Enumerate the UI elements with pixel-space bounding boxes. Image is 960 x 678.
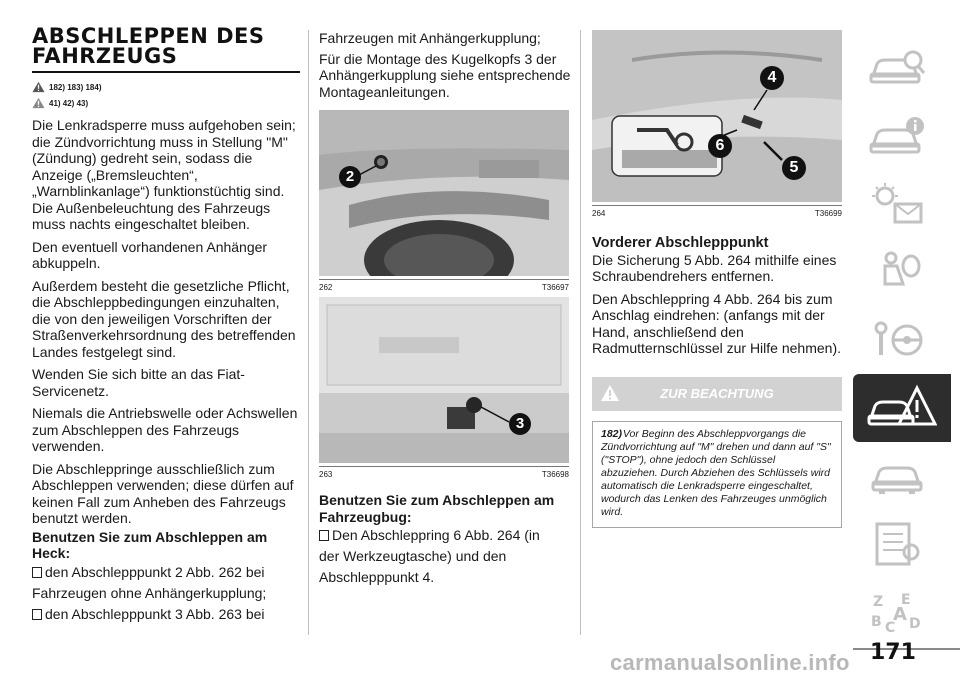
warning-refs-row <box>32 79 300 95</box>
figure-264-image <box>592 30 842 202</box>
figure-number: 264 <box>592 209 606 218</box>
list-item-continued: Fahrzeugen ohne Anhängerkupplung; <box>32 584 267 601</box>
paragraph-trailer: Den eventuell vorhandenen Anhänger abkuppeln. <box>32 238 268 271</box>
paragraph-service: Wenden Sie sich bitte an das Fiat-Servicenetz. <box>32 366 245 399</box>
figure-262-caption <box>319 279 569 295</box>
warning-lights-icon <box>867 182 927 226</box>
list-item-continued: der Werkzeugtasche) und den <box>319 548 507 564</box>
heading-front-tow-point: Vorderer Abschlepppunkt <box>592 235 769 251</box>
middle-column <box>319 30 571 588</box>
sidebar-item-lights[interactable] <box>853 170 941 238</box>
page-title <box>32 26 300 66</box>
figure-number: 262 <box>319 283 333 292</box>
left-column <box>32 26 300 625</box>
alphabet-index-icon <box>867 590 927 634</box>
car-search-icon <box>867 46 927 90</box>
heading-front-towing: Benutzen Sie zum Abschleppen am Fahrzeugbug: <box>319 492 555 525</box>
svg-text:C: C <box>885 620 896 634</box>
sidebar-item-technical-data[interactable] <box>853 510 941 578</box>
figure-264 <box>592 30 842 221</box>
page-number: 171 <box>870 640 916 665</box>
warning-number: 182) <box>601 427 623 440</box>
paragraph-legal: Außerdem besteht die gesetzliche Pflicht, die Abschleppbedingungen einzuhalten, die von den jeweiligen Vorschriften der Straßenverkehrsordnung des betreffenden Landes festgelegt sind. <box>32 277 296 360</box>
figure-code: T36699 <box>814 209 842 218</box>
paragraph-drive-shaft: Niemals die Antriebswelle oder Achswellen zum Abschleppen des Fahrzeugs verwenden. <box>32 405 298 454</box>
callout-5: 5 <box>782 156 806 180</box>
figure-262-image <box>319 110 569 276</box>
warning-triangle-icon <box>600 384 620 402</box>
sidebar-item-index[interactable] <box>853 578 941 646</box>
checkbox-bullet-icon <box>319 530 329 541</box>
list-item: den Abschlepppunkt 3 Abb. 263 bei <box>32 604 300 625</box>
warning-box-header <box>592 377 842 411</box>
callout-2: 2 <box>339 166 361 188</box>
list-item-continued: Abschlepppunkt 4. <box>319 569 435 585</box>
list-item: Den Abschleppring 6 Abb. 264 (in <box>319 525 571 546</box>
right-column <box>592 30 842 528</box>
steering-key-icon <box>867 318 927 362</box>
sidebar-item-driving[interactable] <box>853 306 941 374</box>
note-refs: 41) 42) 43) <box>49 98 89 108</box>
column-divider <box>580 30 581 635</box>
warning-text: 182) Vor Beginn des Abschleppvorgangs die Zündvorrichtung auf "M" drehen und dann auf "S" ("STOP"), ohne jedoch den Schlüssel abzuziehen. Durch Abziehen des Schlüssels wird automatisch die Lenkradsperre eingeschaltet, wodurch das Lenken des Fahrzeuges unmöglich wird. <box>601 427 831 518</box>
paragraph-remove-cover: Die Sicherung 5 Abb. 264 mithilfe eines Schraubendrehers entfernen. <box>592 251 837 284</box>
caution-triangle-icon <box>32 97 45 109</box>
svg-text:Z: Z <box>873 594 884 610</box>
figure-262 <box>319 110 569 295</box>
paragraph-ball-head: Für die Montage des Kugelkopfs 3 der Anhängerkupplung siehe entsprechende Montageanleitungen. <box>319 50 571 100</box>
callout-4: 4 <box>760 66 784 90</box>
svg-text:D: D <box>909 616 921 632</box>
figure-263-caption <box>319 466 569 482</box>
sidebar-item-maintenance[interactable] <box>853 442 941 510</box>
rear-tow-point-illustration <box>319 110 569 276</box>
watermark: carmanualsonline.info <box>610 650 850 675</box>
sidebar-item-emergency[interactable] <box>853 374 951 442</box>
paragraph-screw-ring: Den Abschleppring 4 Abb. 264 bis zum Anschlag eindrehen: (anfangs mit der Hand, anschließend den Radmutternschlüssel zur Hilfe nehmen). <box>592 290 841 356</box>
paragraph-tow-rings: Die Abschleppringe ausschließlich zum Abschleppen verwenden; diese dürfen auf keinen Fall zum Anheben des Fahrzeugs benutzt werden. <box>32 460 294 526</box>
svg-text:A: A <box>893 604 907 625</box>
column-divider <box>308 30 309 635</box>
car-info-icon <box>867 114 927 158</box>
figure-263 <box>319 297 569 482</box>
callout-6: 6 <box>708 134 732 158</box>
figure-number: 263 <box>319 470 333 479</box>
warning-box-body <box>592 421 842 528</box>
warning-triangle-icon <box>32 81 45 93</box>
checkbox-bullet-icon <box>32 609 42 620</box>
title-rule <box>32 71 300 73</box>
callout-3: 3 <box>509 413 531 435</box>
title-line-2: FAHRZEUGS <box>32 44 178 68</box>
figure-264-caption <box>592 205 842 221</box>
warning-title: ZUR BEACHTUNG <box>660 386 774 401</box>
warning-refs: 182) 183) 184) <box>49 82 102 92</box>
list-item: den Abschlepppunkt 2 Abb. 262 bei <box>32 562 300 583</box>
svg-text:E: E <box>901 592 911 608</box>
sidebar-item-dashboard[interactable] <box>853 34 941 102</box>
chapter-sidebar <box>853 34 941 646</box>
airbag-seat-icon <box>867 250 927 294</box>
car-service-icon <box>867 454 927 498</box>
heading-rear-towing: Benutzen Sie zum Abschleppen am Heck: <box>32 528 268 561</box>
sidebar-item-safety[interactable] <box>853 238 941 306</box>
figure-code: T36698 <box>541 470 569 479</box>
paragraph-continued: Fahrzeugen mit Anhängerkupplung; <box>319 30 541 46</box>
tow-hitch-illustration <box>319 297 569 463</box>
figure-263-image <box>319 297 569 463</box>
note-refs-row <box>32 95 300 111</box>
front-tow-point-illustration <box>592 30 842 202</box>
emergency-car-icon <box>867 384 937 432</box>
sidebar-item-info[interactable] <box>853 102 941 170</box>
paragraph-steering-lock: Die Lenkradsperre muss aufgehoben sein; die Zündvorrichtung muss in Stellung "M" (Zündung) gedreht sein, sodass die Anzeige („Bremsleuchten“, „Warnblinkanlage“) funktionstüchtig sind. Die Außenbeleuchtung des Fahrzeugs muss nachts eingeschaltet bleiben. <box>32 117 296 232</box>
spec-list-icon <box>867 522 927 566</box>
title-line-1: ABSCHLEPPEN DES <box>32 24 265 48</box>
figure-code: T36697 <box>541 283 569 292</box>
checkbox-bullet-icon <box>32 567 42 578</box>
svg-text:B: B <box>871 614 882 630</box>
